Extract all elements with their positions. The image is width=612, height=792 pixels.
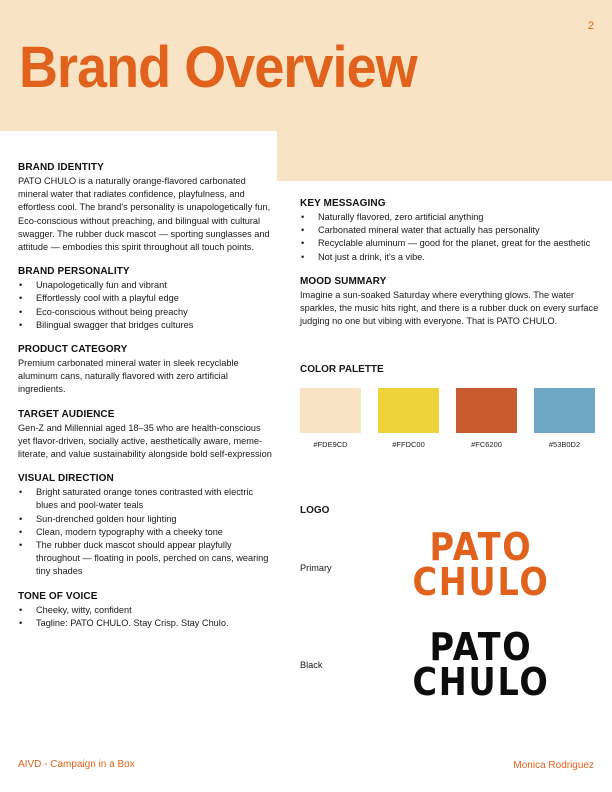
logo-line-2: CHULO — [412, 560, 550, 604]
brand-personality-heading: BRAND PERSONALITY — [18, 266, 130, 278]
list-item: • Eco-conscious without being preachy — [18, 306, 274, 319]
logo-heading: LOGO — [300, 505, 330, 516]
logo-primary-wordmark — [406, 525, 556, 604]
list-item: • Recyclable aluminum — good for the planet, great for the aesthetic — [300, 237, 600, 250]
color-swatch-blue — [534, 388, 595, 433]
page-number: 2 — [587, 20, 594, 32]
color-swatch-orange — [456, 388, 517, 433]
key-messaging-list — [300, 211, 600, 264]
footer-campaign: AIVD - Campaign in a Box — [18, 759, 135, 770]
key-messaging-heading: KEY MESSAGING — [300, 198, 386, 209]
header-band-extension — [277, 131, 612, 181]
list-item: • Unapologetically fun and vibrant — [18, 279, 274, 292]
list-item: • Naturally flavored, zero artificial anything — [300, 211, 600, 224]
brand-identity-text: PATO CHULO is a naturally orange-flavored carbonated mineral water that radiates confidence, playfulness, and effortless cool. The brand's personality is unapologetically fun, Eco-conscious without preaching, and bilingual with cultural swagger. The rubber duck mascot — sporting sunglasses and attitude — embodies this spirit throughout all touch points. — [18, 176, 271, 253]
mood-summary-heading: MOOD SUMMARY — [300, 275, 387, 287]
list-item: • Clean, modern typography with a cheeky tone — [18, 526, 274, 539]
logo-black-label: Black — [300, 660, 323, 670]
list-item: • Sun-drenched golden hour lighting — [18, 513, 274, 526]
swatch-label: #FC6200 — [471, 440, 502, 449]
list-item: • Tagline: PATO CHULO. Stay Crisp. Stay Chulo. — [18, 617, 274, 630]
logo-line-1: PATO — [429, 625, 533, 669]
logo-black-wordmark — [406, 625, 556, 704]
right-column — [300, 197, 600, 339]
logo-line-2: CHULO — [412, 660, 550, 704]
brand-personality-section — [18, 265, 274, 332]
list-item: • Bilingual swagger that bridges cultures — [18, 319, 274, 332]
tone-of-voice-heading: TONE OF VOICE — [18, 590, 98, 602]
tone-of-voice-section — [18, 590, 274, 630]
target-audience-text: Gen-Z and Millennial aged 18–35 who are health-conscious yet flavor-driven, socially active, aesthetically aware, meme-literate, and value sustainability alongside bold self-expression — [18, 422, 272, 460]
logo-primary-label: Primary — [300, 563, 332, 573]
list-item: • Carbonated mineral water that actually has personality — [300, 224, 600, 237]
list-item: • Cheeky, witty, confident — [18, 604, 274, 617]
swatch-label: #53B0D2 — [548, 440, 581, 449]
page-title: Brand Overview — [19, 35, 417, 100]
target-audience-section — [18, 408, 274, 462]
color-swatch-yellow — [378, 388, 439, 433]
list-item: • Bright saturated orange tones contrasted with electric blues and pool-water teals — [18, 486, 274, 512]
footer-author: Monica Rodriguez — [513, 760, 594, 771]
logo-line-1: PATO — [429, 525, 533, 569]
list-item: • The rubber duck mascot should appear playfully throughout — floating in pools, perched on cans, wearing tiny shades — [18, 539, 274, 579]
visual-direction-heading: VISUAL DIRECTION — [18, 473, 114, 485]
key-messaging-section — [300, 197, 600, 264]
list-item: • Not just a drink, it's a vibe. — [300, 251, 600, 264]
visual-direction-section — [18, 472, 274, 578]
product-category-heading: PRODUCT CATEGORY — [18, 344, 128, 356]
brand-identity-heading: BRAND IDENTITY — [18, 162, 104, 173]
visual-direction-list — [18, 486, 274, 578]
left-column — [18, 161, 274, 641]
mood-summary-section — [300, 275, 600, 329]
mood-summary-text: Imagine a sun-soaked Saturday where everything glows. The water sparkles, the music hits right, and there is a rubber duck on every surface judging no one but vibing with everyone. That is PATO CHULO. — [300, 289, 599, 327]
swatch-label: #FDE9CD — [313, 440, 348, 449]
color-swatch-cream — [300, 388, 361, 433]
product-category-section — [18, 343, 274, 397]
brand-personality-list — [18, 279, 274, 332]
color-palette-heading: COLOR PALETTE — [300, 364, 384, 375]
product-category-text: Premium carbonated mineral water in sleek recyclable aluminum cans, naturally flavored with zero artificial ingredients. — [18, 358, 239, 395]
target-audience-heading: TARGET AUDIENCE — [18, 408, 115, 420]
brand-identity-section — [18, 161, 274, 254]
list-item: • Effortlessly cool with a playful edge — [18, 292, 274, 305]
swatch-label: #FFDC00 — [392, 440, 425, 449]
tone-of-voice-list — [18, 604, 274, 630]
